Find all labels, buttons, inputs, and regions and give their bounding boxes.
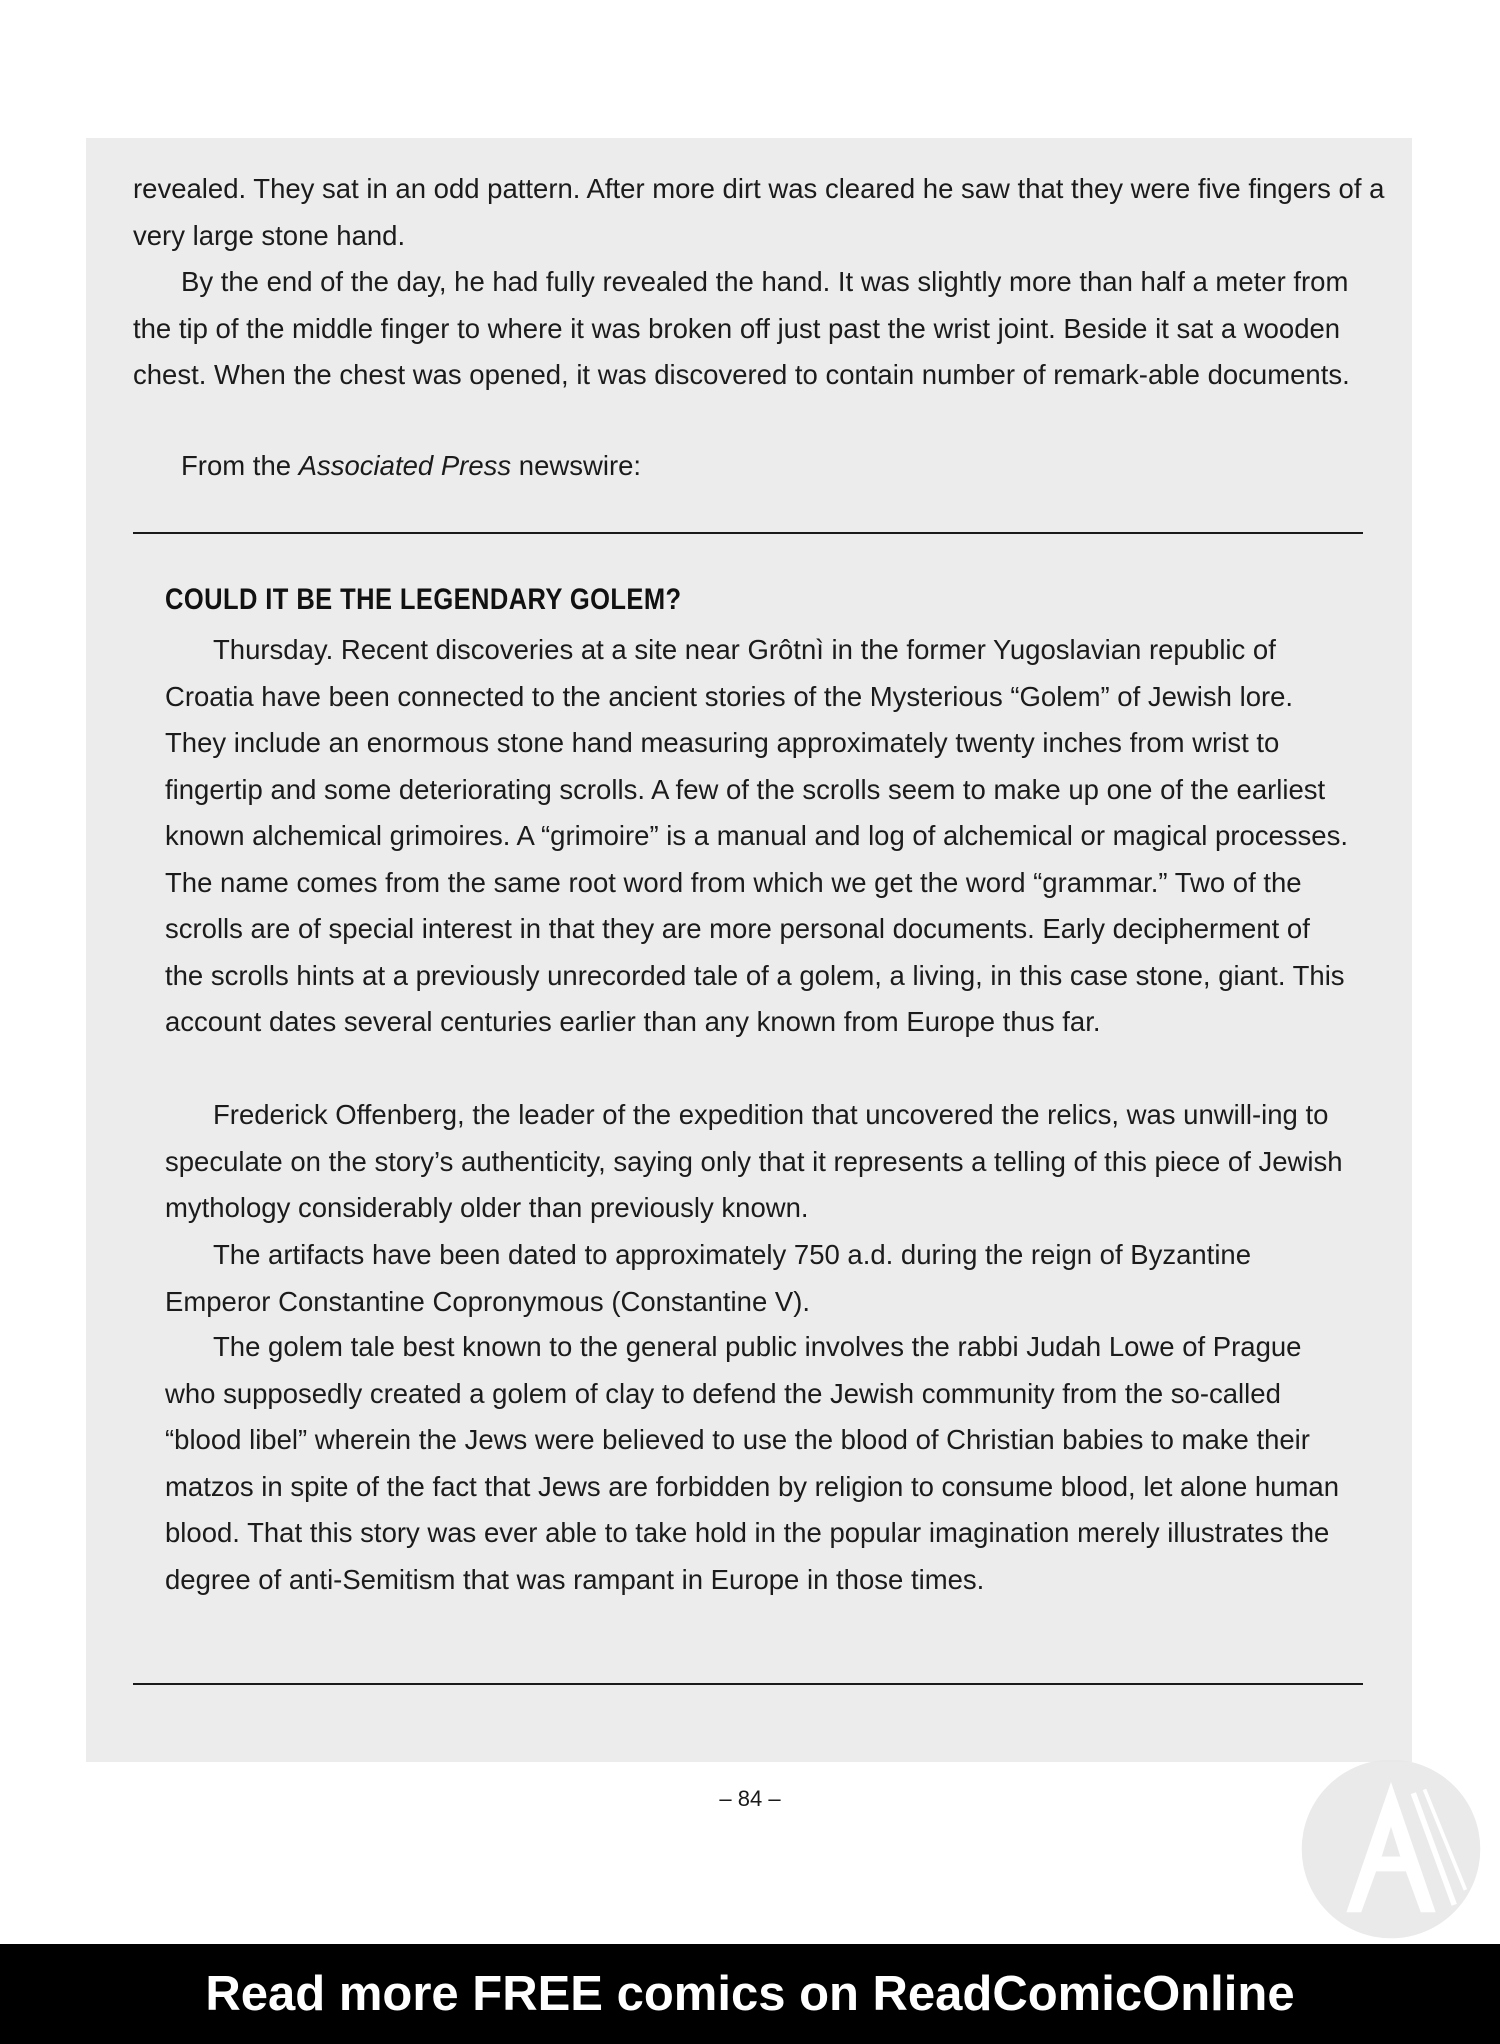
page-number: – 84 –: [719, 1786, 781, 1811]
intro-paragraph-1: revealed. They sat in an odd pattern. After more dirt was cleared he saw that they were five fingers of a very large stone hand.: [133, 173, 1385, 251]
intro-paragraph-3: [133, 443, 1393, 490]
article-paragraph-1: Thursday. Recent discoveries at a site near Grôtnì in the former Yugoslavian republic of Croatia have been connected to the ancient stories of the Mysterious “Golem” of Jewish lore. They include an enormous stone hand measuring approximately twenty inches from wrist to fingertip and some deteriorating scrolls. A few of the scrolls seem to make up one of the earliest known alchemical grimoires. A “grimoire” is a manual and log of alchemical or magical processes. The name comes from the same root word from which we get the word “grammar.” Two of the scrolls are of special interest in that they are more personal documents. Early decipherment of the scrolls hints at a previously unrecorded tale of a golem, a living, in this case stone, giant. This account dates several centuries earlier than any known from Europe thus far.: [165, 634, 1348, 1037]
promo-banner[interactable]: [0, 1944, 1500, 2044]
bottom-divider: [133, 1683, 1363, 1685]
site-logo-icon: [1298, 1756, 1484, 1942]
article-paragraph-3: The artifacts have been dated to approximately 750 a.d. during the reign of Byzantine Emperor Constantine Copronymous (Constantine V).: [165, 1239, 1252, 1317]
source-name: Associated Press: [298, 450, 512, 481]
article-paragraph-2: Frederick Offenberg, the leader of the expedition that uncovered the relics, was unwill-ing to speculate on the story’s authenticity, saying only that it represents a telling of this piece of Jewish mythology considerably older than previously known.: [165, 1099, 1343, 1223]
intro-paragraph-2: By the end of the day, he had fully revealed the hand. It was slightly more than half a meter from the tip of the middle finger to where it was broken off just past the wrist joint. Beside it sat a wooden chest. When the chest was opened, it was discovered to contain number of remark-able documents.: [133, 266, 1350, 390]
article-paragraph-4: The golem tale best known to the general public involves the rabbi Judah Lowe of Prague who supposedly created a golem of clay to defend the Jewish community from the so-called “blood libel” wherein the Jews were believed to use the blood of Christian babies to make their matzos in spite of the fact that Jews are forbidden by religion to consume blood, let alone human blood. That this story was ever able to take hold in the popular imagination merely illustrates the degree of anti-Semitism that was rampant in Europe in those times.: [165, 1331, 1340, 1595]
top-divider: [133, 532, 1363, 534]
intro-trail-text: newswire:: [511, 450, 642, 481]
banner-text[interactable]: Read more FREE comics on ReadComicOnline: [205, 1967, 1295, 2021]
article-headline: COULD IT BE THE LEGENDARY GOLEM?: [165, 583, 682, 616]
intro-lead-text: From the: [181, 450, 299, 481]
